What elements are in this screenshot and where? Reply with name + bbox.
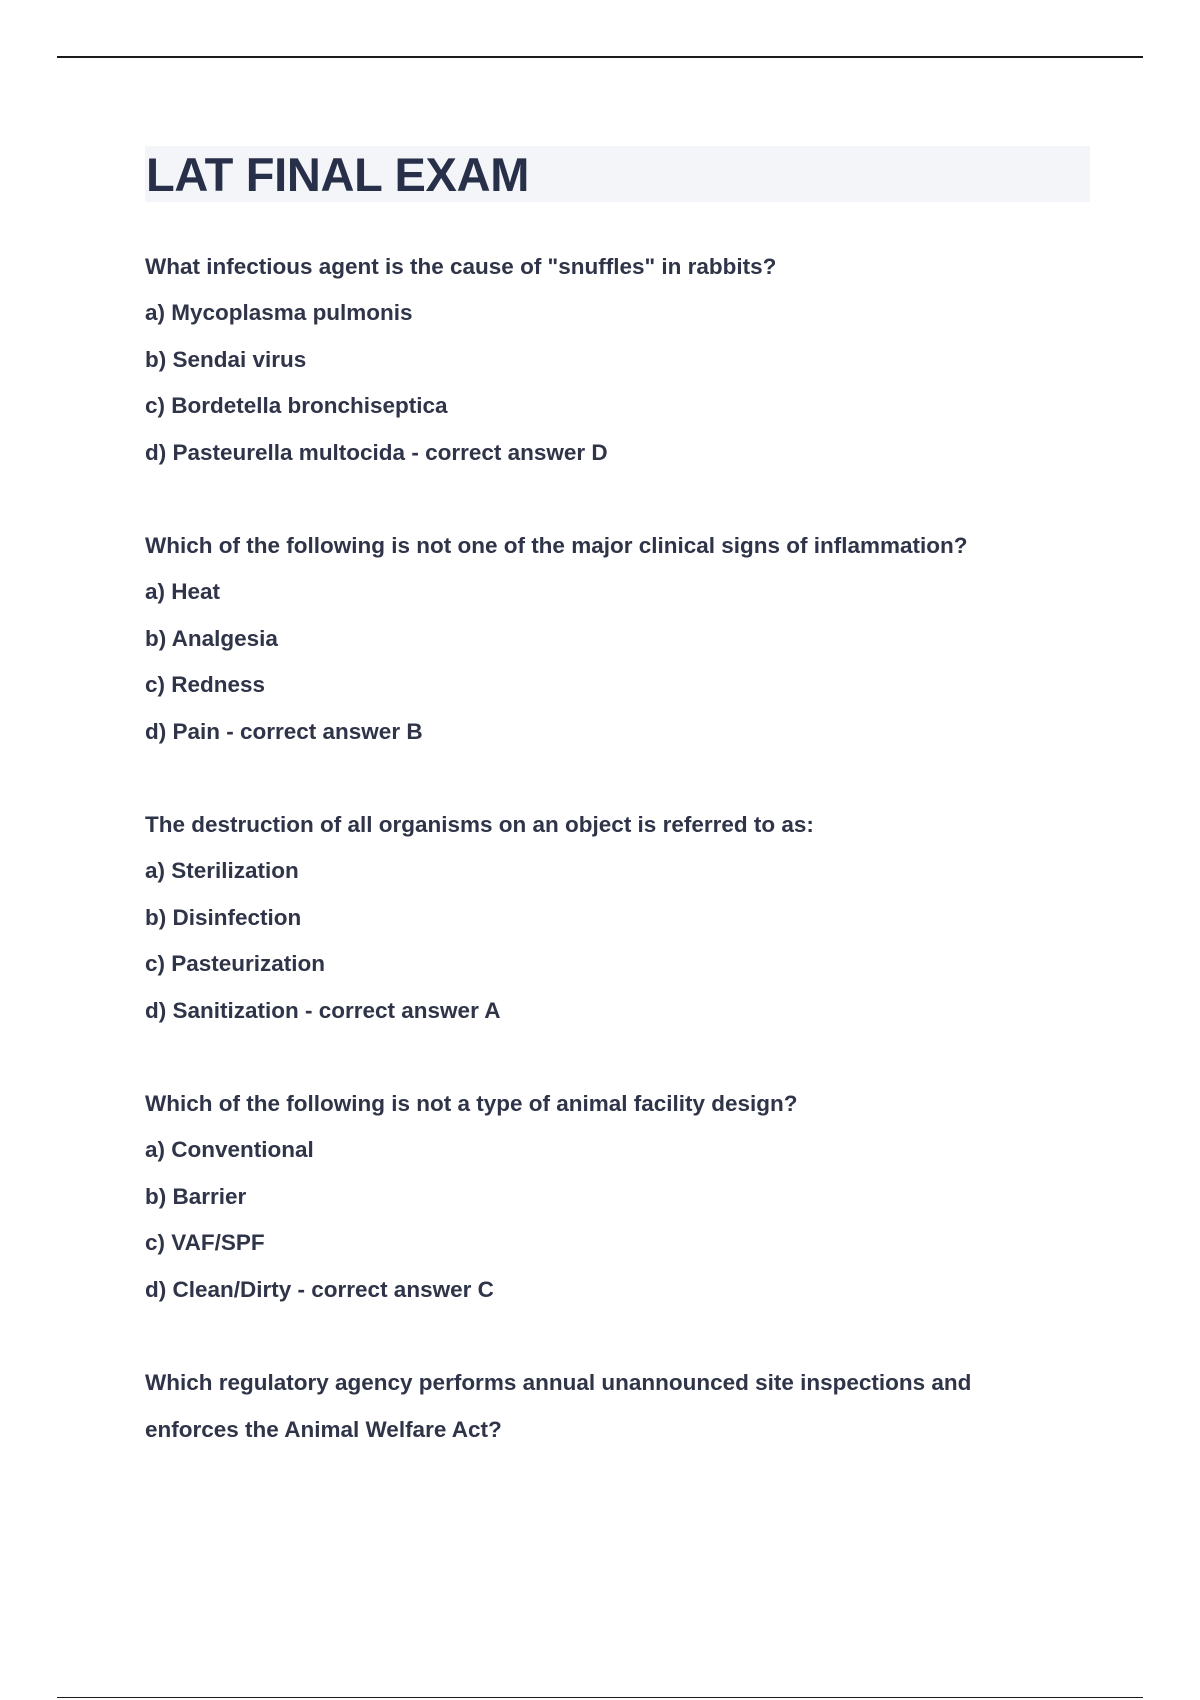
answer-option: d) Sanitization - correct answer A <box>145 997 501 1023</box>
answer-option: a) Sterilization <box>145 858 299 883</box>
question-text: Which of the following is not a type of animal facility design? <box>145 1091 798 1116</box>
answer-option: b) Disinfection <box>145 904 302 930</box>
answer-option: a) Heat <box>145 579 221 604</box>
question-list <box>145 243 1090 1453</box>
question-text-line: Which regulatory agency performs annual unannounced site inspections and <box>145 1370 972 1395</box>
answer-option: b) Sendai virus <box>145 346 307 372</box>
question-block <box>145 801 1090 1034</box>
answer-option: c) Redness <box>145 672 266 697</box>
title-bar <box>145 146 1090 202</box>
top-rule <box>57 56 1143 58</box>
question-text: What infectious agent is the cause of "snuffles" in rabbits? <box>145 254 777 279</box>
page-title: LAT FINAL EXAM <box>146 147 530 201</box>
question-block <box>145 522 1090 755</box>
answer-option: c) VAF/SPF <box>145 1230 265 1255</box>
document-body <box>145 146 1090 1499</box>
answer-option: d) Pain - correct answer B <box>145 718 423 744</box>
answer-option: a) Mycoplasma pulmonis <box>145 300 413 325</box>
answer-option: c) Bordetella bronchiseptica <box>145 393 448 418</box>
question-block <box>145 1359 1090 1453</box>
bottom-rule <box>57 1697 1143 1698</box>
question-text: The destruction of all organisms on an object is referred to as: <box>145 812 814 837</box>
answer-option: b) Analgesia <box>145 625 278 651</box>
question-text-line: enforces the Animal Welfare Act? <box>145 1417 502 1442</box>
answer-option: a) Conventional <box>145 1137 314 1162</box>
question-text: Which of the following is not one of the major clinical signs of inflammation? <box>145 533 968 558</box>
question-block <box>145 1080 1090 1313</box>
question-block <box>145 243 1090 476</box>
answer-option: c) Pasteurization <box>145 951 326 976</box>
answer-option: d) Pasteurella multocida - correct answer D <box>145 439 608 465</box>
answer-option: d) Clean/Dirty - correct answer C <box>145 1276 494 1302</box>
answer-option: b) Barrier <box>145 1183 247 1209</box>
